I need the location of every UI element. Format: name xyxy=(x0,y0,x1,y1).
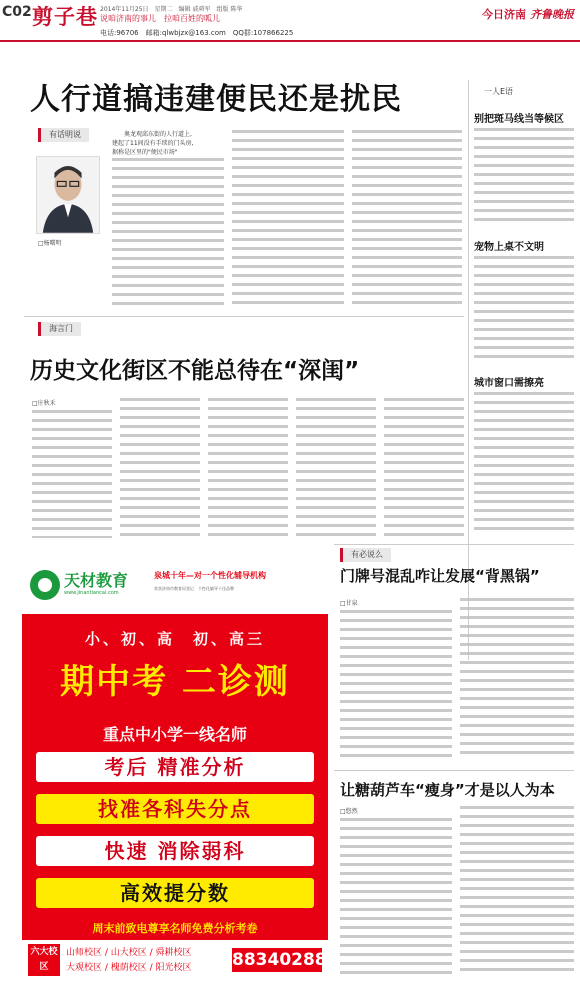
rc-body-window xyxy=(474,392,574,534)
article1-body-col3 xyxy=(352,130,462,306)
campus-row: 大观校区 / 槐荫校区 / 阳光校区 xyxy=(66,963,192,973)
masthead xyxy=(482,6,574,22)
masthead-script: 齐鲁晚报 xyxy=(530,8,574,21)
headline-sidewalk: 人行道搞违建便民还是扰民 xyxy=(30,82,402,117)
campus-list xyxy=(66,946,192,976)
article4-body-col2 xyxy=(460,806,574,976)
article1-line: 奥龙观邱东街的人行道上, xyxy=(112,131,192,138)
article2-body-col1 xyxy=(32,410,112,538)
ad-campus-strip xyxy=(22,940,328,980)
rc-title-zebra: 别把斑马线当等候区 xyxy=(474,114,564,125)
page-code: C02 xyxy=(2,4,32,20)
ad-big-title: 期中考 二诊测 xyxy=(60,662,290,702)
article4-body-col1 xyxy=(340,818,452,976)
page-header xyxy=(0,0,580,30)
ad-bar-weak: 快速 消除弱科 xyxy=(36,836,314,866)
headline-house-numbers: 门牌号混乱咋让发展“背黑锅” xyxy=(340,567,540,585)
tagline: 说咱济南的事儿 拉咱百姓的呱儿 xyxy=(100,14,220,23)
brand-logo-icon xyxy=(30,570,60,600)
author-portrait xyxy=(36,156,100,234)
tiancai-advertisement[interactable] xyxy=(22,562,328,980)
contact-line: 电话:96706 邮箱:qlwbjzx@163.com QQ群:107866225 xyxy=(100,29,294,37)
ad-grades: 小、初、高 初、高三 xyxy=(84,630,265,648)
ad-brand-url: www.jinantiancai.com xyxy=(64,590,119,596)
article2-body-col2 xyxy=(120,398,200,538)
article3-body-col2 xyxy=(460,598,574,760)
ad-bar-score: 高效提分数 xyxy=(36,878,314,908)
rc-title-pets: 宠物上桌不文明 xyxy=(474,242,544,253)
byline-article4: □悠然 xyxy=(340,808,358,815)
campus-badge: 六大校区 xyxy=(28,944,60,976)
ad-bar-points: 找准各科失分点 xyxy=(36,794,314,824)
masthead-name: 今日济南 xyxy=(482,8,526,21)
column-title: 剪子巷 xyxy=(32,5,98,29)
ad-weekend-offer: 周末前致电尊享名师免费分析考卷 xyxy=(92,922,258,935)
ad-slogan-sub: 荣获济南市教育局登记 个性化辅导十佳品牌 xyxy=(154,586,234,591)
byline-article3: □甘泉 xyxy=(340,600,358,607)
header-rule xyxy=(0,40,580,42)
ad-header xyxy=(22,562,328,614)
article1-body-col1 xyxy=(112,158,224,306)
byline-article1: □杨曙明 xyxy=(38,240,62,247)
ad-bar-analysis: 考后 精准分析 xyxy=(36,752,314,782)
article1-lead xyxy=(112,130,224,157)
ad-phone-number[interactable]: 88340288 xyxy=(232,950,327,970)
ad-brand: 天材教育 xyxy=(64,571,129,590)
article2-body-col3 xyxy=(208,398,288,538)
right-column-label: 一人E语 xyxy=(484,87,514,96)
tag-youbishuome: 有必说么 xyxy=(340,548,391,562)
section-rule xyxy=(334,770,574,771)
article2-body-col5 xyxy=(384,398,464,538)
headline-historic-district: 历史文化街区不能总待在“深闺” xyxy=(30,358,360,384)
date-line: 2014年11月25日 星期二 编辑 戚舜军 组版 陈华 xyxy=(100,6,243,13)
rc-body-pets xyxy=(474,256,574,362)
ad-teachers: 重点中小学一线名师 xyxy=(102,725,247,744)
article1-body-col2 xyxy=(232,130,344,306)
tag-youhuamingshuo: 有话明说 xyxy=(38,128,89,142)
portrait-icon xyxy=(37,157,99,233)
tag-haiyanmen: 海言门 xyxy=(38,322,81,336)
article1-line: 据称是区里的"便民市场" xyxy=(112,149,178,156)
campus-row: 山师校区 / 山大校区 / 舜耕校区 xyxy=(66,948,192,958)
rc-body-zebra xyxy=(474,128,574,224)
article2-body-col4 xyxy=(296,398,376,538)
article1-line: 建起了11间没有手续的门头房, xyxy=(112,140,194,147)
byline-article2: □庄秋禾 xyxy=(32,400,56,407)
rc-title-window: 城市窗口需擦亮 xyxy=(474,378,544,389)
section-rule xyxy=(334,544,574,545)
article3-body-col1 xyxy=(340,610,452,760)
headline-candied-haws: 让糖葫芦车“瘦身”才是以人为本 xyxy=(340,781,555,799)
section-rule xyxy=(24,316,464,317)
ad-slogan: 泉城十年—对一个性化辅导机构 xyxy=(154,571,266,580)
